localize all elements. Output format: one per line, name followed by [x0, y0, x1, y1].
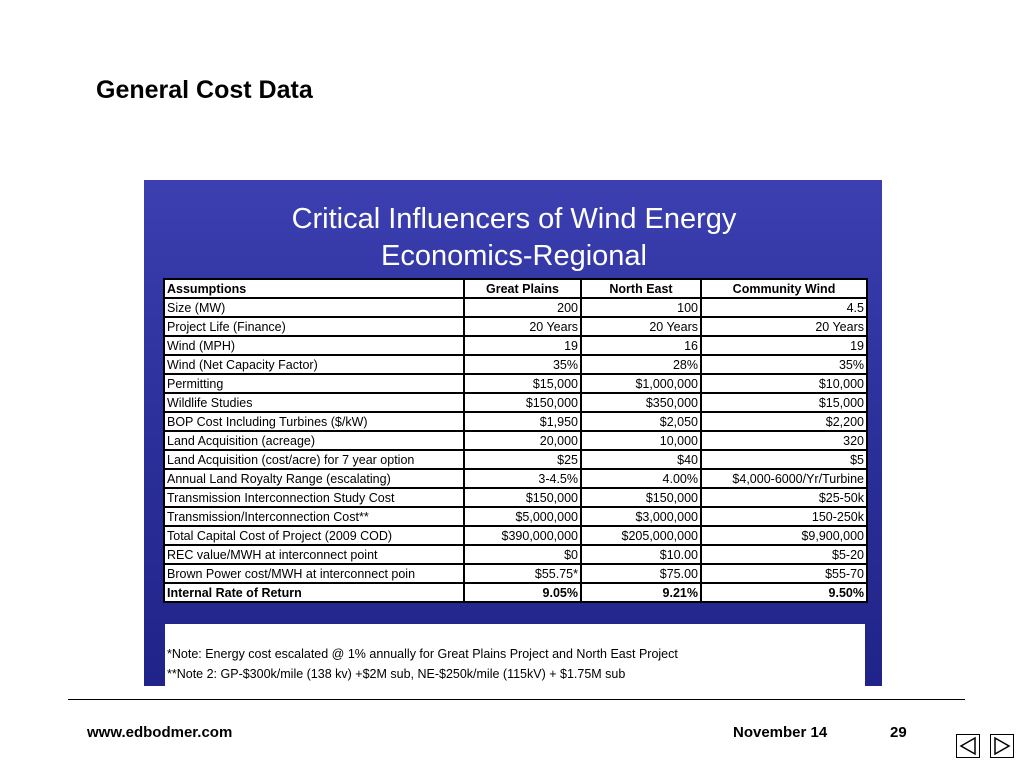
north-east-cell: 16	[581, 336, 701, 355]
community-wind-cell: $2,200	[701, 412, 867, 431]
row-label-cell: BOP Cost Including Turbines ($/kW)	[164, 412, 464, 431]
great-plains-cell: 20 Years	[464, 317, 581, 336]
north-east-cell: 10,000	[581, 431, 701, 450]
header-assumptions: Assumptions	[164, 279, 464, 298]
community-wind-cell: 20 Years	[701, 317, 867, 336]
great-plains-cell: 3-4.5%	[464, 469, 581, 488]
footer-date: November 14	[733, 724, 828, 741]
great-plains-cell: $150,000	[464, 393, 581, 412]
triangle-right-icon	[991, 735, 1013, 757]
table-row	[164, 336, 867, 355]
table-row	[164, 412, 867, 431]
table-row	[164, 317, 867, 336]
cost-assumptions-table	[163, 278, 868, 603]
triangle-left-icon	[957, 735, 979, 757]
table-row	[164, 450, 867, 469]
great-plains-cell: $0	[464, 545, 581, 564]
header-great-plains: Great Plains	[464, 279, 581, 298]
north-east-cell: 4.00%	[581, 469, 701, 488]
header-north-east: North East	[581, 279, 701, 298]
great-plains-cell: 200	[464, 298, 581, 317]
table-header-row	[164, 279, 867, 298]
north-east-cell: $205,000,000	[581, 526, 701, 545]
community-wind-cell: $10,000	[701, 374, 867, 393]
row-label-cell: Transmission/Interconnection Cost**	[164, 507, 464, 526]
row-label-cell: Total Capital Cost of Project (2009 COD)	[164, 526, 464, 545]
row-label-cell: Project Life (Finance)	[164, 317, 464, 336]
community-wind-cell: $55-70	[701, 564, 867, 583]
row-label-cell: Brown Power cost/MWH at interconnect poin	[164, 564, 464, 583]
north-east-cell: $1,000,000	[581, 374, 701, 393]
great-plains-cell: 35%	[464, 355, 581, 374]
row-label-cell: Internal Rate of Return	[164, 583, 464, 602]
table-row	[164, 469, 867, 488]
community-wind-cell: 9.50%	[701, 583, 867, 602]
community-wind-cell: $15,000	[701, 393, 867, 412]
embedded-heading	[144, 201, 884, 275]
community-wind-cell: $25-50k	[701, 488, 867, 507]
row-label-cell: Permitting	[164, 374, 464, 393]
row-label-cell: Wind (MPH)	[164, 336, 464, 355]
row-label-cell: Land Acquisition (cost/acre) for 7 year option	[164, 450, 464, 469]
table-row	[164, 431, 867, 450]
community-wind-cell: 4.5	[701, 298, 867, 317]
note-1: *Note: Energy cost escalated @ 1% annually for Great Plains Project and North East Project	[167, 647, 678, 661]
row-label-cell: Wind (Net Capacity Factor)	[164, 355, 464, 374]
notes-box	[165, 628, 865, 686]
row-label-cell: Size (MW)	[164, 298, 464, 317]
great-plains-cell: $15,000	[464, 374, 581, 393]
table-row	[164, 374, 867, 393]
north-east-cell: $2,050	[581, 412, 701, 431]
great-plains-cell: $150,000	[464, 488, 581, 507]
row-label-cell: REC value/MWH at interconnect point	[164, 545, 464, 564]
row-label-cell: Land Acquisition (acreage)	[164, 431, 464, 450]
north-east-cell: 20 Years	[581, 317, 701, 336]
header-community-wind: Community Wind	[701, 279, 867, 298]
table-row	[164, 545, 867, 564]
north-east-cell: 28%	[581, 355, 701, 374]
north-east-cell: $350,000	[581, 393, 701, 412]
north-east-cell: $10.00	[581, 545, 701, 564]
next-slide-button[interactable]	[990, 734, 1014, 758]
north-east-cell: 100	[581, 298, 701, 317]
embedded-heading-line2: Economics-Regional	[381, 240, 647, 272]
great-plains-cell: 19	[464, 336, 581, 355]
footer-divider	[68, 699, 965, 700]
row-label-cell: Annual Land Royalty Range (escalating)	[164, 469, 464, 488]
table-row	[164, 583, 867, 602]
great-plains-cell: 9.05%	[464, 583, 581, 602]
community-wind-cell: 150-250k	[701, 507, 867, 526]
table-row	[164, 355, 867, 374]
great-plains-cell: $390,000,000	[464, 526, 581, 545]
embedded-heading-line1: Critical Influencers of Wind Energy	[291, 203, 737, 235]
community-wind-cell: 320	[701, 431, 867, 450]
north-east-cell: $150,000	[581, 488, 701, 507]
footer-url: www.edbodmer.com	[87, 724, 233, 741]
slide-title: General Cost Data	[96, 76, 313, 104]
north-east-cell: 9.21%	[581, 583, 701, 602]
table-row	[164, 564, 867, 583]
community-wind-cell: $4,000-6000/Yr/Turbine	[701, 469, 867, 488]
community-wind-cell: $9,900,000	[701, 526, 867, 545]
north-east-cell: $3,000,000	[581, 507, 701, 526]
table-row	[164, 393, 867, 412]
page-number: 29	[890, 724, 907, 741]
north-east-cell: $40	[581, 450, 701, 469]
community-wind-cell: 35%	[701, 355, 867, 374]
great-plains-cell: 20,000	[464, 431, 581, 450]
row-label-cell: Wildlife Studies	[164, 393, 464, 412]
community-wind-cell: $5-20	[701, 545, 867, 564]
row-label-cell: Transmission Interconnection Study Cost	[164, 488, 464, 507]
note-2: **Note 2: GP-$300k/mile (138 kv) +$2M sub, NE-$250k/mile (115kV) + $1.75M sub	[167, 667, 626, 681]
community-wind-cell: 19	[701, 336, 867, 355]
table-row	[164, 488, 867, 507]
great-plains-cell: $55.75*	[464, 564, 581, 583]
great-plains-cell: $5,000,000	[464, 507, 581, 526]
table-row	[164, 526, 867, 545]
community-wind-cell: $5	[701, 450, 867, 469]
table-row	[164, 298, 867, 317]
great-plains-cell: $25	[464, 450, 581, 469]
north-east-cell: $75.00	[581, 564, 701, 583]
previous-slide-button[interactable]	[956, 734, 980, 758]
great-plains-cell: $1,950	[464, 412, 581, 431]
table-row	[164, 507, 867, 526]
